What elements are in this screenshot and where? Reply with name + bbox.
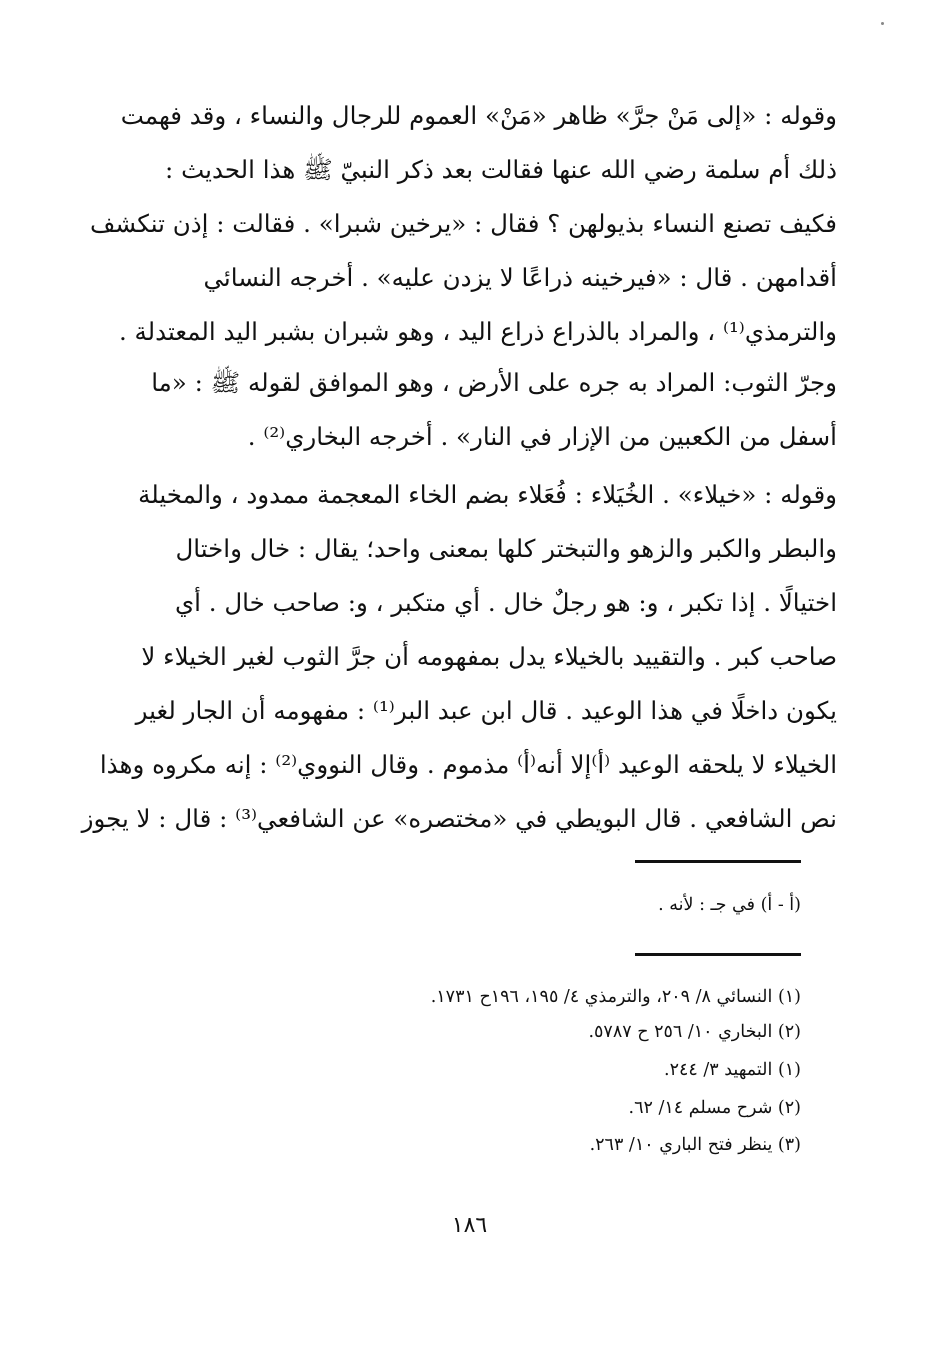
text-line: وقوله : «إلى مَنْ جرَّ» ظاهر «مَنْ» العموم للرجال والنساء ، وقد فهمت (120, 101, 837, 130)
text-line: صاحب كبر . والتقييد بالخيلاء يدل بمفهومه أن جرَّ الثوب لغير الخيلاء لا (141, 642, 837, 671)
text-line: ذلك أم سلمة رضي الله عنها فقالت بعد ذكر النبيّ ﷺ هذا الحديث : (165, 155, 837, 184)
body-paragraph (120, 356, 837, 464)
footnote-divider (635, 860, 801, 863)
footnote: (١) النسائي ٨/ ٢٠٩، والترمذي ٤/ ١٩٥، ١٩٦ح ١٧٣١. (430, 987, 801, 1007)
text-line: نص الشافعي . قال البويطي في «مختصره» عن الشافعي⁽³⁾ : قال : لا يجوز (81, 804, 837, 833)
text-line: وقوله : «خيلاء» . الخُيَلاء : فُعَلاء بضم الخاء المعجمة ممدود ، والمخيلة (138, 480, 837, 509)
text-line: فكيف تصنع النساء بذيولهن ؟ فقال : «يرخين شبرا» . فقالت : إذن تنكشف (90, 209, 837, 238)
page-number: ١٨٦ (451, 1213, 488, 1238)
text-line: الخيلاء لا يلحقه الوعيد ⁽أ⁾إلا أنه⁽أ⁾ مذموم . وقال النووي⁽²⁾ : إنه مكروه وهذا (99, 750, 837, 779)
text-line: والترمذي⁽¹⁾ ، والمراد بالذراع ذراع اليد ، وهو شبران بشبر اليد المعتدلة . (118, 317, 837, 346)
text-line: اختيالًا . إذا تكبر ، و: هو رجلٌ خال . أي متكبر ، و: صاحب خال . أي (174, 588, 837, 617)
body-paragraph (81, 468, 837, 846)
text-line: والبطر والكبر والزهو والتبختر كلها بمعنى واحد؛ يقال : خال واختال (175, 534, 837, 563)
text-line: يكون داخلًا في هذا الوعيد . قال ابن عبد البر⁽¹⁾ : مفهومه أن الجار لغير (135, 696, 837, 725)
text-line: أسفل من الكعبين من الإزار في النار» . أخرجه البخاري⁽²⁾ . (247, 422, 837, 451)
scan-speck (881, 22, 884, 25)
text-line: أقدامهن . قال : «فيرخينه ذراعًا لا يزدن عليه» . أخرجه النسائي (203, 263, 837, 292)
body-paragraph (90, 89, 837, 359)
footnote: (٢) شرح مسلم ١٤/ ٦٢. (628, 1098, 801, 1118)
footnote: (١) التمهيد ٣/ ٢٤٤. (664, 1060, 801, 1080)
footnote: (٢) البخاري ١٠/ ٢٥٦ ح ٥٧٨٧. (588, 1022, 801, 1042)
footnote: (٣) ينظر فتح الباري ١٠/ ٢٦٣. (589, 1135, 801, 1155)
text-line: وجرّ الثوب: المراد به جره على الأرض ، وهو الموافق لقوله ﷺ : «ما (151, 368, 837, 397)
variant-note: (أ - أ) في جـ : لأنه . (658, 895, 801, 915)
footnote-divider (635, 953, 801, 956)
